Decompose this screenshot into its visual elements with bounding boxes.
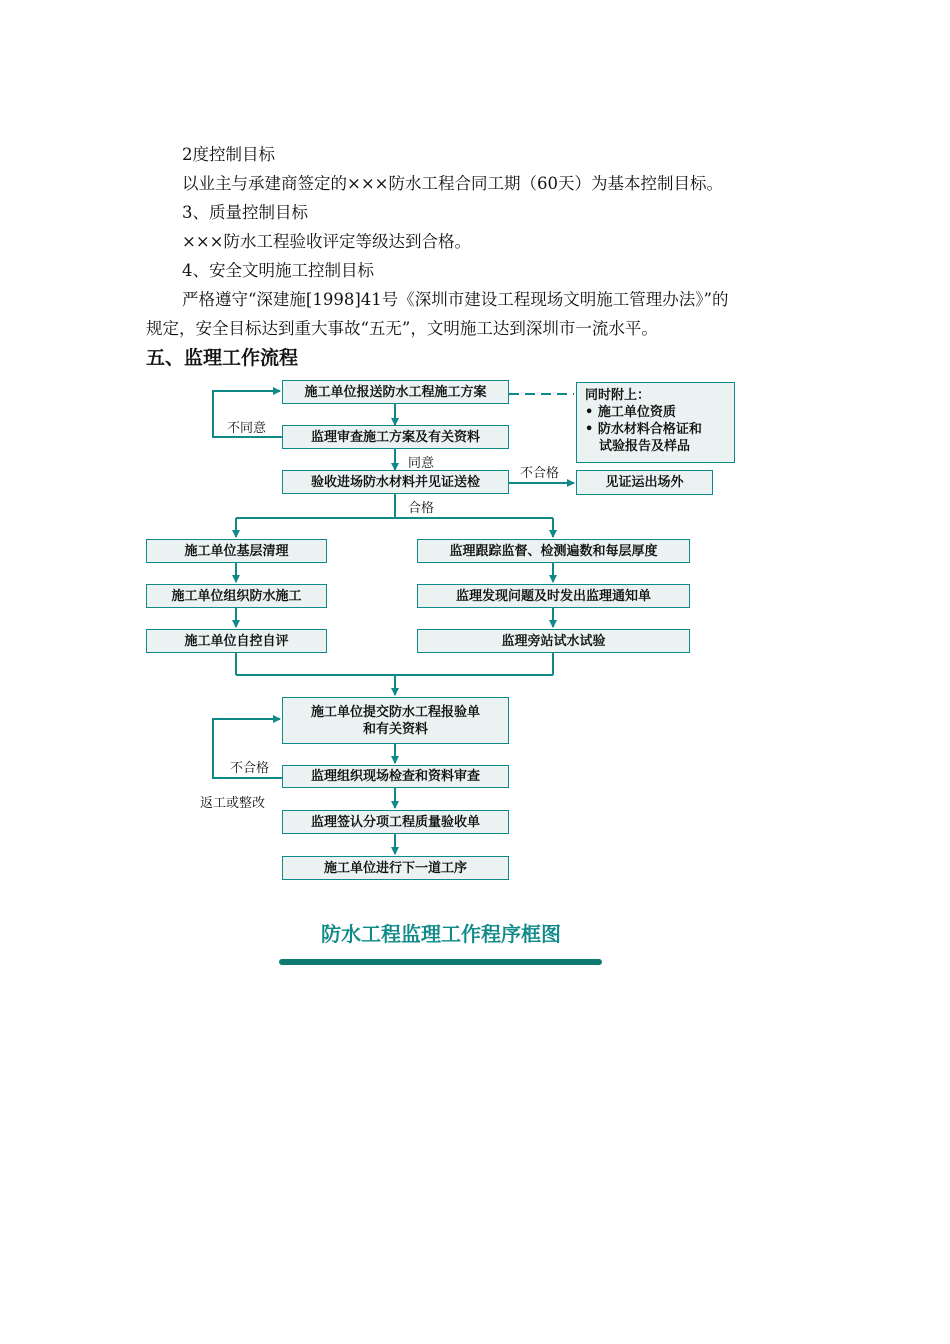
- box-water-test: 监理旁站试水试验: [417, 629, 690, 653]
- box-issue-notice: 监理发现问题及时发出监理通知单: [417, 584, 690, 608]
- paragraph-safety-body-line2: 规定，安全目标达到重大事故“五无”，文明施工达到深圳市一流水平。: [146, 319, 658, 338]
- box-review-plan: 监理审查施工方案及有关资料: [282, 425, 509, 449]
- paragraph-quality-heading: 3、质量控制目标: [182, 203, 308, 222]
- box-inspect-material: 验收进场防水材料并见证送检: [282, 470, 509, 494]
- box-sign-acceptance: 监理签认分项工程质量验收单: [282, 810, 509, 834]
- caption-underline: [279, 959, 602, 965]
- label-disagree: 不同意: [227, 421, 267, 436]
- paragraph-quality-body: ×××防水工程验收评定等级达到合格。: [182, 232, 471, 251]
- label-qualified: 合格: [408, 501, 435, 516]
- box-submit-acceptance: [282, 697, 509, 744]
- note-title: 同时附上：: [585, 388, 651, 403]
- paragraph-safety-heading: 4、安全文明施工控制目标: [182, 261, 374, 280]
- flowchart-caption: 防水工程监理工作程序框图: [321, 922, 561, 946]
- paragraph-schedule-heading: 2度控制目标: [182, 145, 275, 164]
- paragraph-schedule-body: 以业主与承建商签定的×××防水工程合同工期（60天）为基本控制目标。: [182, 174, 723, 193]
- box-base-clean: 施工单位基层清理: [146, 539, 327, 563]
- label-unqualified-inspection: 不合格: [230, 761, 270, 776]
- box-submit-acceptance-line1: 施工单位提交防水工程报验单: [310, 704, 480, 720]
- box-organize-construction: 施工单位组织防水施工: [146, 584, 327, 608]
- box-remove-material: 见证运出场外: [576, 470, 713, 495]
- label-agree: 同意: [408, 456, 435, 471]
- label-rework: 返工或整改: [200, 796, 266, 811]
- paragraph-safety-body-line1: 严格遵守“深建施[1998]41号《深圳市建设工程现场文明施工管理办法》”的: [182, 290, 729, 309]
- note-item: • 施工单位资质: [585, 404, 726, 421]
- box-submit-acceptance-line2: 和有关资料: [362, 721, 428, 737]
- box-self-check: 施工单位自控自评: [146, 629, 327, 653]
- note-attachments: [576, 382, 735, 463]
- box-next-process: 施工单位进行下一道工序: [282, 856, 509, 880]
- note-item: 试验报告及样品: [599, 439, 691, 454]
- box-supervise-track: 监理跟踪监督、检测遍数和每层厚度: [417, 539, 690, 563]
- section-title: 五、监理工作流程: [146, 347, 299, 369]
- box-site-check: 监理组织现场检查和资料审查: [282, 765, 509, 788]
- box-submit-plan: 施工单位报送防水工程施工方案: [282, 380, 509, 404]
- note-item: • 防水材料合格证和: [585, 421, 726, 438]
- label-unqualified-material: 不合格: [520, 466, 560, 481]
